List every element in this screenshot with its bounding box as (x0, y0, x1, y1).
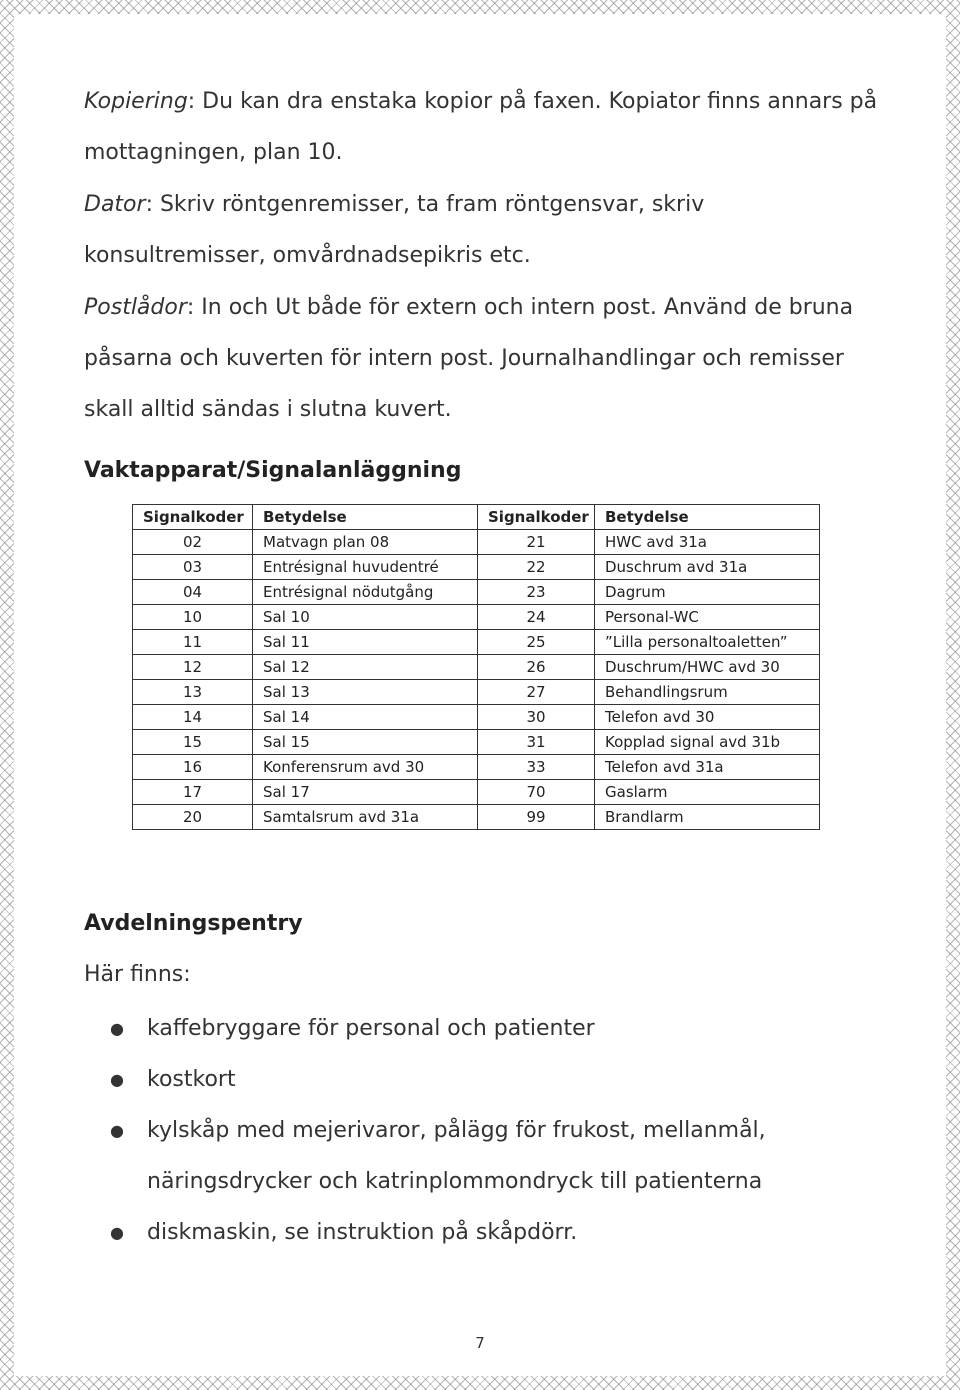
signal-code-cell: 16 (133, 755, 253, 780)
signal-code-cell: 21 (478, 530, 595, 555)
section-heading-signal: Vaktapparat/Signalanläggning (84, 458, 462, 483)
paragraph-text: : In och Ut både för extern och intern post. Använd de bruna påsarna och kuverten för intern post. Journalhandlingar och remisser skall alltid sändas i slutna kuvert. (84, 295, 854, 422)
meaning-cell: Sal 17 (253, 780, 478, 805)
section-heading-pentry: Avdelningspentry (84, 911, 303, 936)
table-row (133, 555, 820, 580)
meaning-cell: Matvagn plan 08 (253, 530, 478, 555)
table-row (133, 580, 820, 605)
signal-code-cell: 13 (133, 680, 253, 705)
column-header: Betydelse (595, 505, 820, 530)
table-row (133, 605, 820, 630)
table-row (133, 655, 820, 680)
table-row (133, 630, 820, 655)
paragraph-dator (84, 179, 884, 281)
paragraph-postlador (84, 282, 884, 435)
table-header-row (133, 505, 820, 530)
meaning-cell: Sal 10 (253, 605, 478, 630)
meaning-cell: Sal 15 (253, 730, 478, 755)
signal-code-cell: 22 (478, 555, 595, 580)
meaning-cell: Personal-WC (595, 605, 820, 630)
meaning-cell: Konferensrum avd 30 (253, 755, 478, 780)
column-header: Signalkoder (133, 505, 253, 530)
signal-code-cell: 30 (478, 705, 595, 730)
column-header: Signalkoder (478, 505, 595, 530)
signal-code-cell: 31 (478, 730, 595, 755)
signal-code-cell: 20 (133, 805, 253, 830)
meaning-cell: Kopplad signal avd 31b (595, 730, 820, 755)
signal-code-table (132, 504, 820, 830)
signal-code-cell: 03 (133, 555, 253, 580)
pentry-list (84, 1003, 884, 1258)
signal-code-cell: 04 (133, 580, 253, 605)
meaning-cell: Gaslarm (595, 780, 820, 805)
meaning-cell: Sal 11 (253, 630, 478, 655)
signal-code-cell: 15 (133, 730, 253, 755)
signal-code-cell: 11 (133, 630, 253, 655)
table-row (133, 780, 820, 805)
list-item (84, 1003, 884, 1054)
meaning-cell: Brandlarm (595, 805, 820, 830)
signal-code-cell: 23 (478, 580, 595, 605)
meaning-cell: Sal 14 (253, 705, 478, 730)
bullet-icon: ● (110, 1121, 124, 1140)
list-item-text: kaffebryggare för personal och patienter (147, 1016, 595, 1041)
table-row (133, 705, 820, 730)
signal-code-cell: 26 (478, 655, 595, 680)
table-row (133, 805, 820, 830)
meaning-cell: ”Lilla personaltoaletten” (595, 630, 820, 655)
meaning-cell: HWC avd 31a (595, 530, 820, 555)
paragraph-text: : Skriv röntgenremisser, ta fram röntgensvar, skriv konsultremisser, omvårdnadsepikris etc. (84, 192, 705, 268)
list-item (84, 1054, 884, 1105)
paragraph-lead: Postlådor (84, 295, 187, 320)
signal-code-cell: 25 (478, 630, 595, 655)
bullet-icon: ● (110, 1223, 124, 1242)
meaning-cell: Telefon avd 30 (595, 705, 820, 730)
meaning-cell: Entrésignal nödutgång (253, 580, 478, 605)
table-row (133, 755, 820, 780)
paragraph-kopiering (84, 76, 884, 178)
list-item (84, 1105, 884, 1207)
pentry-intro: Här finns: (84, 962, 191, 987)
meaning-cell: Samtalsrum avd 31a (253, 805, 478, 830)
meaning-cell: Dagrum (595, 580, 820, 605)
paragraph-text: : Du kan dra enstaka kopior på faxen. Kopiator finns annars på mottagningen, plan 10. (84, 89, 878, 165)
meaning-cell: Telefon avd 31a (595, 755, 820, 780)
signal-code-cell: 14 (133, 705, 253, 730)
signal-code-cell: 70 (478, 780, 595, 805)
meaning-cell: Behandlingsrum (595, 680, 820, 705)
list-item-text: kostkort (147, 1067, 236, 1092)
meaning-cell: Sal 12 (253, 655, 478, 680)
page-number: 7 (475, 1334, 485, 1352)
meaning-cell: Duschrum avd 31a (595, 555, 820, 580)
signal-code-cell: 10 (133, 605, 253, 630)
paragraph-lead: Kopiering (84, 89, 188, 114)
signal-code-cell: 27 (478, 680, 595, 705)
bullet-icon: ● (110, 1070, 124, 1089)
table-body (133, 530, 820, 830)
list-item-text: diskmaskin, se instruktion på skåpdörr. (147, 1220, 578, 1245)
bullet-icon: ● (110, 1019, 124, 1038)
meaning-cell: Entrésignal huvudentré (253, 555, 478, 580)
table-row (133, 730, 820, 755)
meaning-cell: Sal 13 (253, 680, 478, 705)
list-item-text: kylskåp med mejerivaror, pålägg för frukost, mellanmål, näringsdrycker och katrinplommondryck till patienterna (147, 1118, 766, 1194)
signal-code-cell: 33 (478, 755, 595, 780)
table-row (133, 680, 820, 705)
signal-code-cell: 17 (133, 780, 253, 805)
signal-code-cell: 24 (478, 605, 595, 630)
column-header: Betydelse (253, 505, 478, 530)
list-item (84, 1207, 884, 1258)
page-content (14, 14, 946, 1376)
signal-code-cell: 99 (478, 805, 595, 830)
meaning-cell: Duschrum/HWC avd 30 (595, 655, 820, 680)
signal-code-cell: 12 (133, 655, 253, 680)
table-row (133, 530, 820, 555)
paragraph-lead: Dator (84, 192, 146, 217)
signal-code-cell: 02 (133, 530, 253, 555)
